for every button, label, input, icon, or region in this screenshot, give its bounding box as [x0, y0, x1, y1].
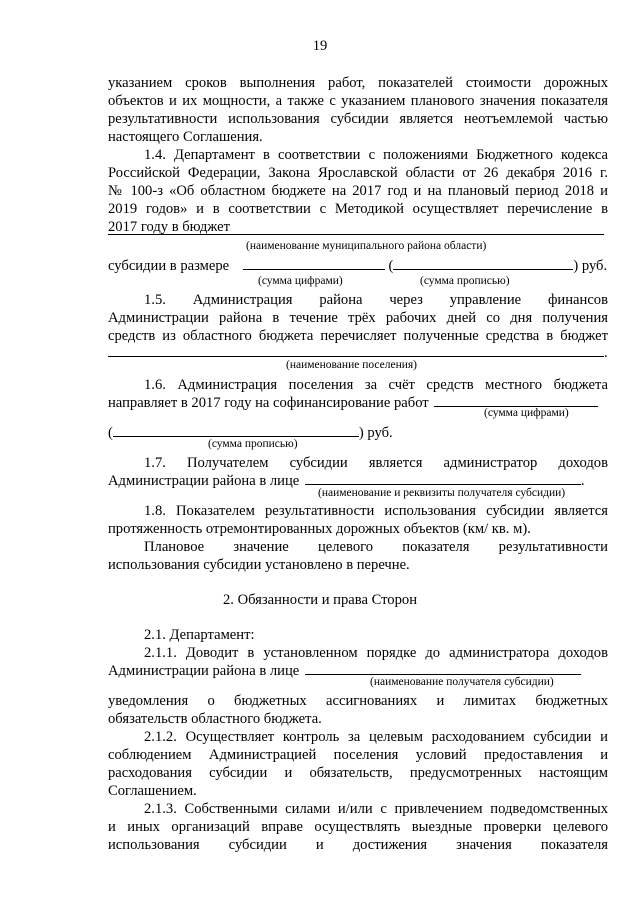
caption-sum-digits: (сумма цифрами) [258, 275, 343, 287]
text-line: 2017 году в бюджет [108, 219, 231, 235]
paragraph-2-1-2: 2.1.2. Осуществляет контроль за целевым расходованием субсидии и [144, 729, 608, 745]
text-line: использования субсидии и достижения значения показателя [108, 837, 608, 853]
text-line: Соглашением. [108, 783, 197, 799]
settlement-blank-line: . [108, 343, 608, 362]
paren-open: ( [388, 258, 394, 274]
caption-municipality: (наименование муниципального района области) [246, 240, 487, 252]
text-line: протяженность отремонтированных дорожных объектов (км/ кв. м). [108, 521, 531, 537]
cofinancing-label: направляет в 2017 году на софинансирование работ [108, 395, 429, 411]
caption-sum-digits-2: (сумма цифрами) [484, 407, 569, 419]
paragraph-1-4: 1.4. Департамент в соответствии с положениями Бюджетного кодекса [144, 147, 608, 163]
recipient-label: Администрации района в лице [108, 473, 300, 489]
text-line: использования субсидии установлено в перечне. [108, 557, 410, 573]
caption-sum-words: (сумма прописью) [420, 275, 510, 287]
subsidy-amount-line [108, 256, 608, 275]
paragraph-1-7: 1.7. Получателем субсидии является администратор доходов [144, 455, 608, 471]
text-line: объектов и их мощности, а также с указанием планового значения показателя [108, 93, 608, 109]
text-line: результативности использования субсидии является неотъемлемой частью [108, 111, 608, 127]
text-line: и иных организаций вправе осуществлять выездные проверки целевого [108, 819, 608, 835]
blank-line-municipality [108, 234, 604, 235]
text-line: средств из областного бюджета перечисляет полученные средства в бюджет [108, 328, 608, 344]
caption-settlement: (наименование поселения) [286, 359, 418, 371]
blank-sum-words-2 [113, 423, 359, 437]
blank-sum-digits [243, 256, 385, 270]
cofinancing-words-line: ( ) руб. [108, 425, 393, 441]
paragraph-2-1-1: 2.1.1. Доводит в установленном порядке до администратора доходов [144, 645, 608, 661]
paragraph-2-1: 2.1. Департамент: [144, 627, 255, 643]
page-number: 19 [312, 38, 328, 54]
rub-label: ) руб. [573, 258, 608, 274]
recipient-label-2: Администрации района в лице [108, 663, 300, 679]
text-line: указанием сроков выполнения работ, показателей стоимости дорожных [108, 75, 608, 91]
text-line: № 100-з «Об областном бюджете на 2017 год и на плановый период 2018 и [108, 183, 608, 199]
blank-recipient [305, 471, 581, 485]
text-line: настоящего Соглашения. [108, 129, 263, 145]
paragraph-1-6: 1.6. Администрация поселения за счёт средств местного бюджета [144, 377, 608, 393]
recipient-line: Администрации района в лице . [108, 473, 585, 489]
blank-sum-words [393, 256, 573, 270]
text-line: уведомления о бюджетных ассигнованиях и лимитах бюджетных [108, 693, 608, 709]
blank-settlement [108, 343, 604, 357]
caption-recipient-2: (наименование получателя субсидии) [370, 676, 554, 688]
blank-recipient-2 [305, 661, 581, 675]
text-line: Российской Федерации, Закона Ярославской области от 26 декабря 2016 г. [108, 165, 608, 181]
text-line: обязательств областного бюджета. [108, 711, 322, 727]
subsidy-label: субсидии в размере [108, 258, 230, 274]
caption-recipient: (наименование и реквизиты получателя субсидии) [318, 487, 566, 499]
paragraph-1-8: 1.8. Показателем результативности использования субсидии является [144, 503, 608, 519]
paragraph-2-1-3: 2.1.3. Собственными силами и/или с привлечением подведомственных [144, 801, 608, 817]
section-heading: 2. Обязанности и права Сторон [222, 592, 418, 608]
caption-sum-words-2: (сумма прописью) [208, 438, 298, 450]
blank-sum-digits-2 [434, 393, 598, 407]
text-line: расходования субсидии и обязательств, предусмотренных настоящим [108, 765, 608, 781]
paragraph-1-5: 1.5. Администрация района через управление финансов [144, 292, 608, 308]
text-line: 2019 годов» и в соответствии с Методикой осуществляет перечисление в [108, 201, 608, 217]
text-line: Администрации района в течение трёх рабочих дней со дня получения [108, 310, 608, 326]
text-line: Плановое значение целевого показателя результативности [144, 539, 608, 555]
text-line: соблюдением Администрацией поселения условий предоставления и [108, 747, 608, 763]
